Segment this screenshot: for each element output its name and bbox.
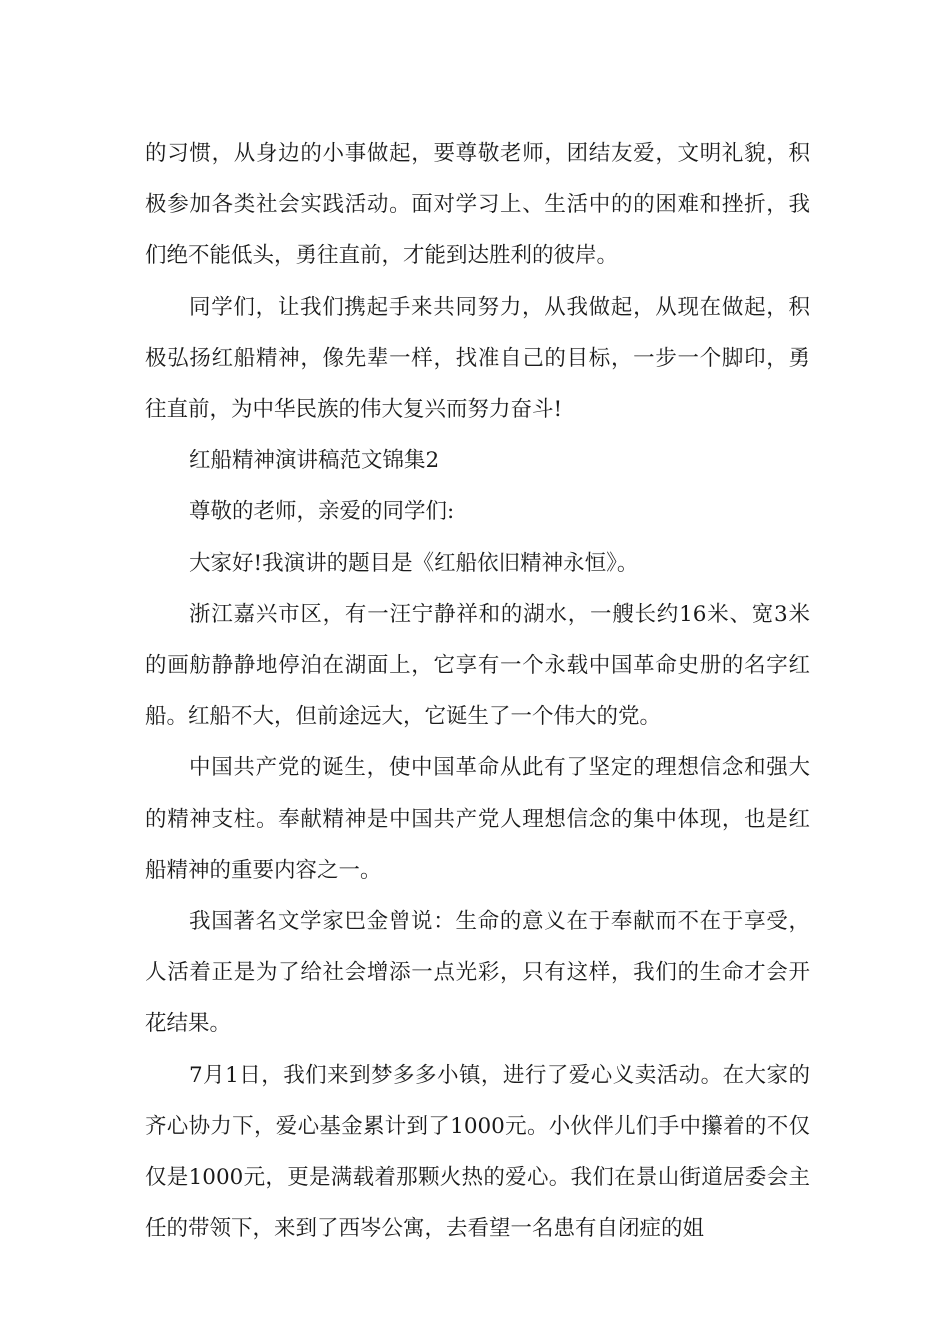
paragraph: 的习惯，从身边的小事做起，要尊敬老师，团结友爱，文明礼貌，积极参加各类社会实践活动。面对学习上、生活中的的困难和挫折，我们绝不能低头，勇往直前，才能到达胜利的彼岸。 — [145, 141, 810, 269]
paragraph: 大家好!我演讲的题目是《红船依旧精神永恒》。 — [189, 550, 639, 576]
paragraph: 同学们，让我们携起手来共同努力，从我做起，从现在做起，积极弘扬红船精神，像先辈一样，找准自己的目标，一步一个脚印，勇往直前，为中华民族的伟大复兴而努力奋斗! — [145, 294, 810, 423]
paragraph: 7月1日，我们来到梦多多小镇，进行了爱心义卖活动。在大家的齐心协力下，爱心基金累计到了1000元。小伙伴儿们手中攥着的不仅仅是1000元，更是满载着那颗火热的爱心。我们在景山街道居委会主任的带领下，来到了西岑公寓，去看望一名患有自闭症的姐 — [145, 1062, 810, 1242]
salutation: 尊敬的老师，亲爱的同学们: — [189, 499, 455, 525]
paragraph: 中国共产党的诞生，使中国革命从此有了坚定的理想信念和强大的精神支柱。奉献精神是中国共产党人理想信念的集中体现，也是红船精神的重要内容之一。 — [145, 755, 810, 883]
section-heading: 红船精神演讲稿范文锦集2 — [189, 448, 440, 474]
document-body — [145, 128, 810, 1254]
paragraph: 我国著名文学家巴金曾说：生命的意义在于奉献而不在于享受，人活着正是为了给社会增添一点光彩，只有这样，我们的生命才会开花结果。 — [145, 909, 810, 1037]
paragraph: 浙江嘉兴市区，有一汪宁静祥和的湖水，一艘长约16米、宽3米的画舫静静地停泊在湖面上，它享有一个永载中国革命史册的名字红船。红船不大，但前途远大，它诞生了一个伟大的党。 — [145, 601, 810, 730]
